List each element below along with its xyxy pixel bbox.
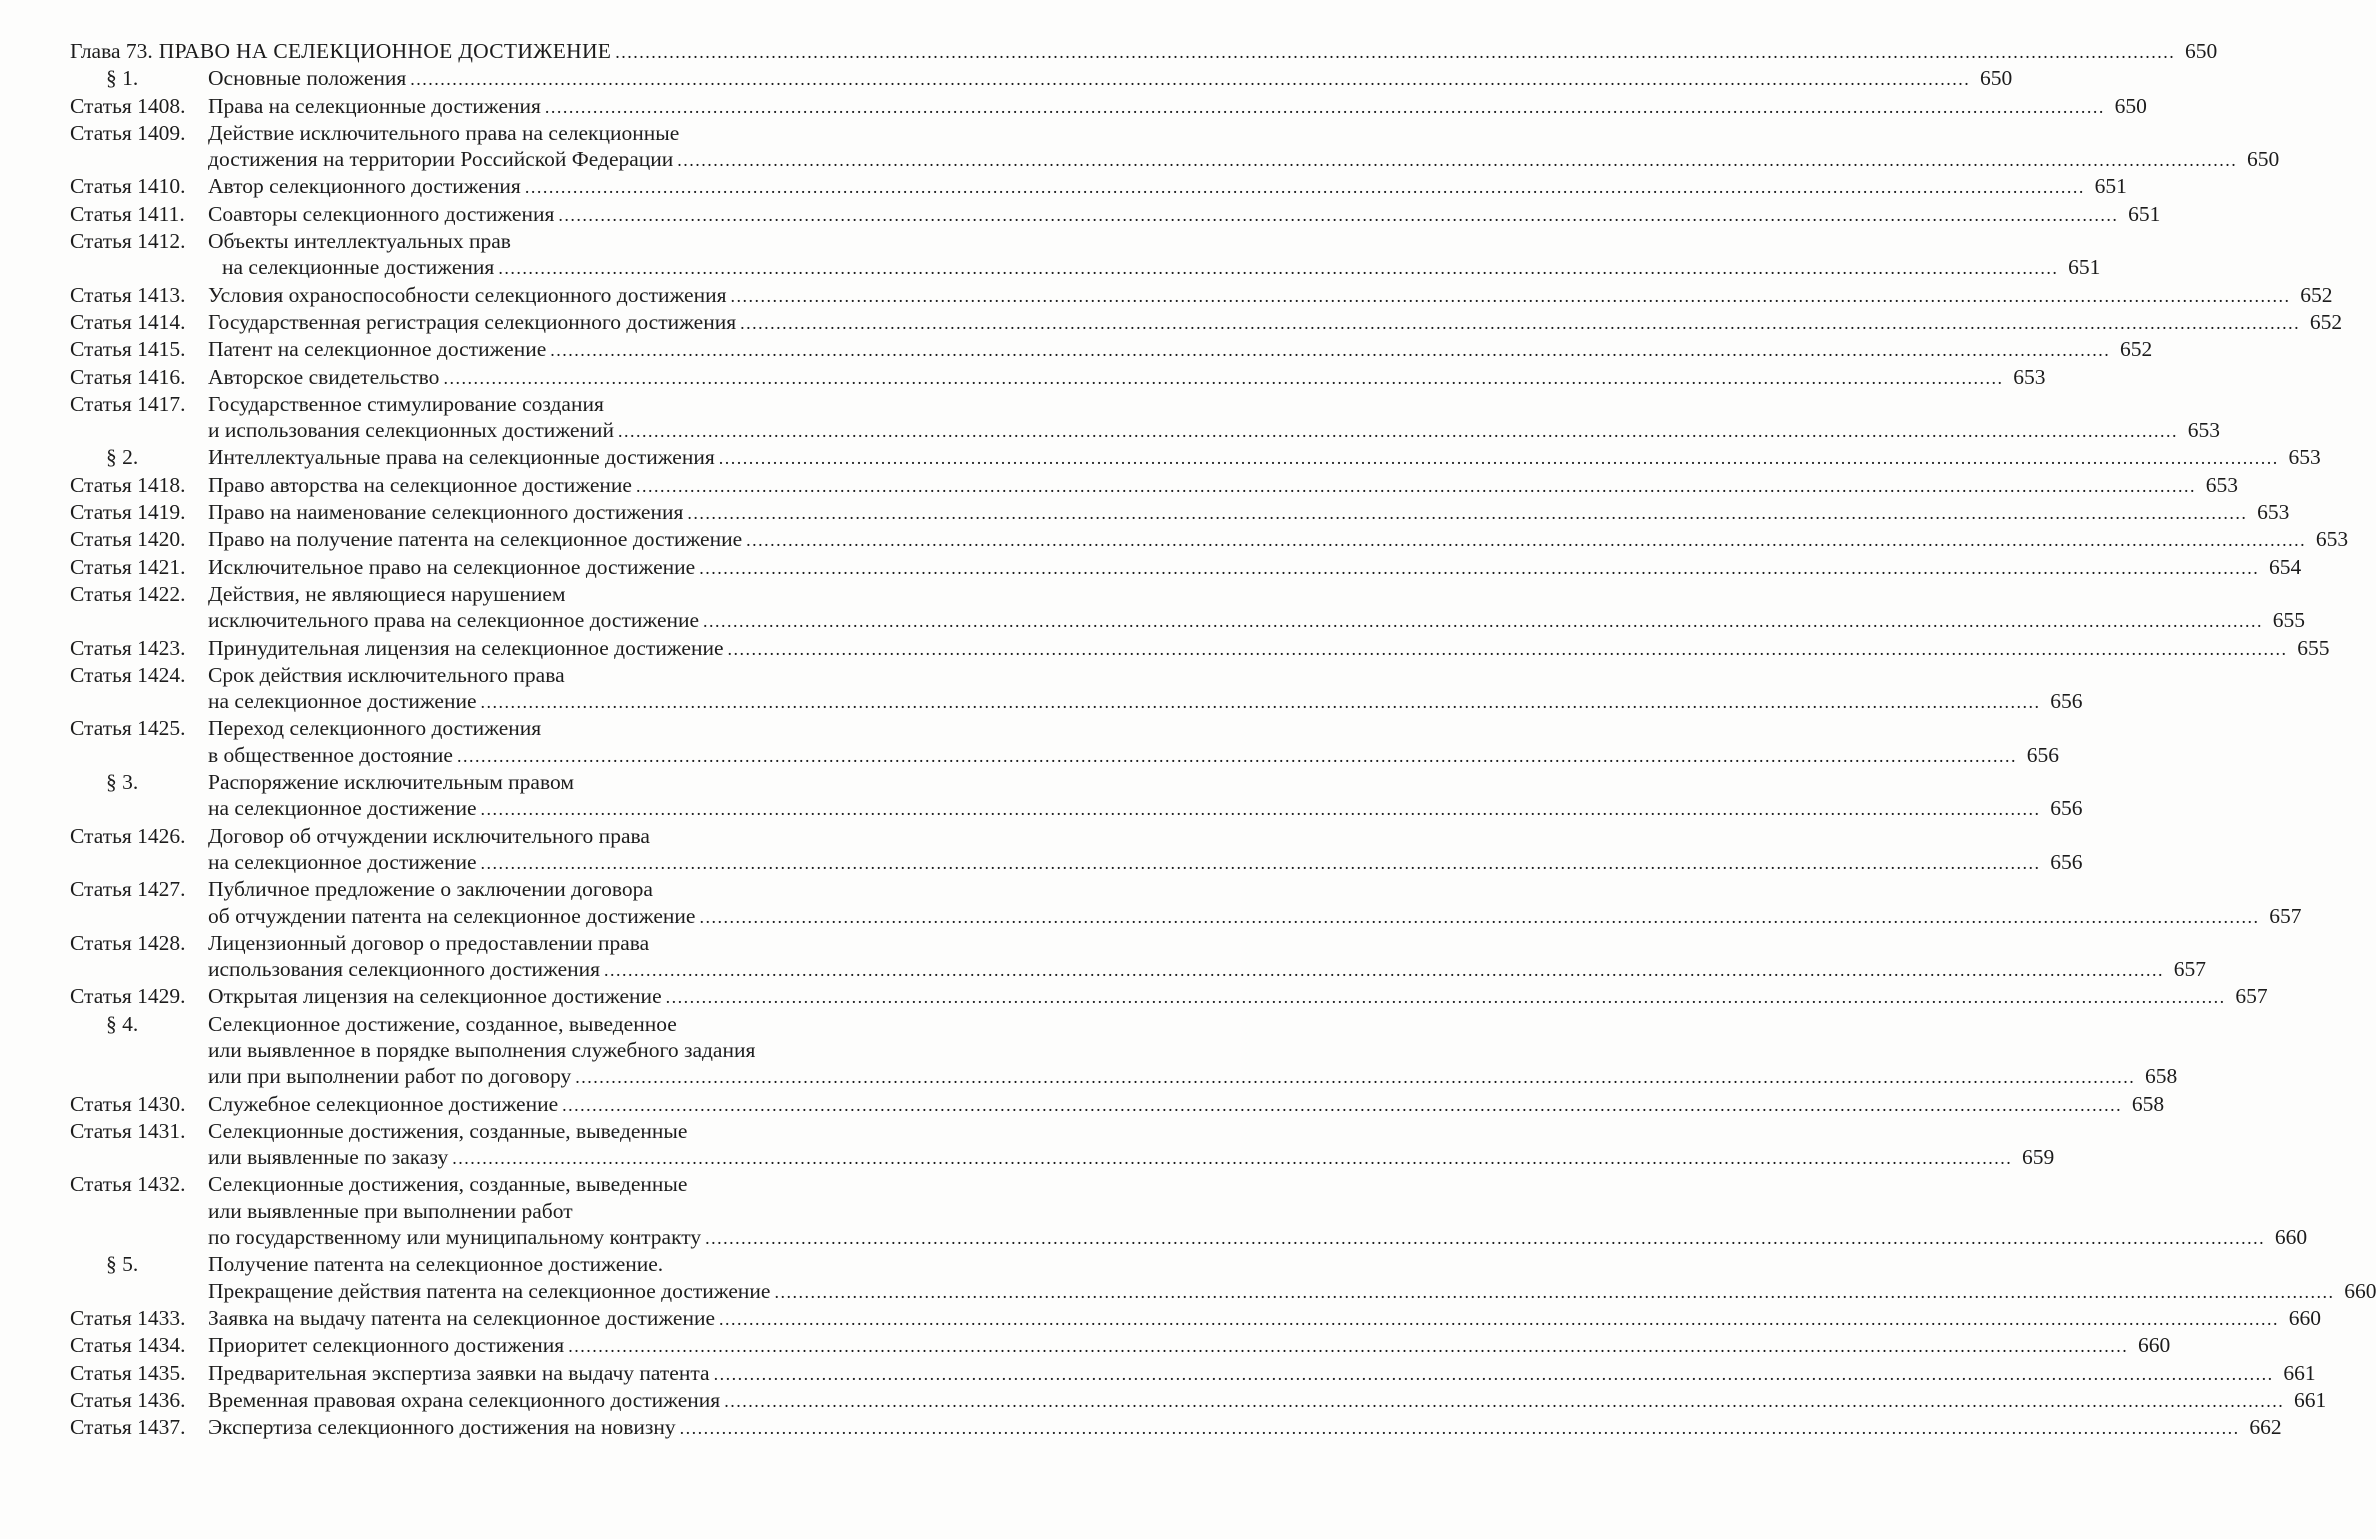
dot-leader: ....................................................................................................................................................................................................................................................................: [617, 421, 2178, 442]
page-number: 660: [2344, 1278, 2376, 1303]
page-number: 653: [2205, 472, 2238, 497]
article-entry: [70, 173, 2127, 200]
entry-title: [208, 1414, 2282, 1441]
dot-leader: ....................................................................................................................................................................................................................................................................: [730, 285, 2291, 306]
page-number: 662: [2249, 1415, 2282, 1440]
entry-title-line: Право на наименование селекционного достижения: [208, 500, 684, 525]
entry-title: [208, 65, 2013, 92]
page-number: 654: [2268, 554, 2302, 579]
entry-title-line: Государственная регистрация селекционного достижения: [208, 309, 737, 334]
entry-number: Статья 1408.: [70, 93, 186, 118]
entry-title-line: Исключительное право на селекционное достижение: [208, 554, 696, 579]
entry-title-line: в общественное достояние: [208, 742, 453, 767]
page-number: 658: [2131, 1091, 2165, 1116]
entry-title-line: на селекционное достижение: [208, 849, 477, 874]
entry-title-line: по государственному или муниципальному контракту: [208, 1225, 702, 1250]
entry-title: [208, 983, 2268, 1010]
article-entry: [70, 823, 2083, 877]
entry-title: [208, 1360, 2316, 1387]
entry-number: Статья 1430.: [70, 1091, 186, 1116]
article-entry: [70, 1171, 2308, 1251]
page-number: 660: [2274, 1225, 2308, 1250]
entry-title-line: Действие исключительного права на селекционные: [208, 120, 680, 145]
page-number: 650: [2114, 93, 2147, 118]
entry-title: [208, 1011, 2178, 1091]
entry-title: [208, 526, 2349, 553]
entry-title-line: Лицензионный договор о предоставлении права: [208, 930, 650, 955]
chapter-entry: [70, 38, 2218, 65]
entry-title: [208, 554, 2302, 581]
entry-title: [208, 228, 2101, 282]
entry-number: Статья 1410.: [70, 174, 186, 199]
entry-title: [208, 391, 2220, 445]
entry-title-line: или выявленные по заказу: [208, 1145, 449, 1170]
dot-leader: ....................................................................................................................................................................................................................................................................: [443, 367, 2004, 388]
entry-title-line: Временная правовая охрана селекционного достижения: [208, 1387, 721, 1412]
entry-title: [208, 876, 2302, 930]
entry-title: [208, 1332, 2171, 1359]
entry-title-line: Принудительная лицензия на селекционное достижение: [208, 635, 724, 660]
dot-leader: ....................................................................................................................................................................................................................................................................: [575, 1067, 2136, 1088]
article-entry: [70, 499, 2290, 526]
article-entry: [70, 1387, 2327, 1414]
page-number: 651: [2128, 201, 2161, 226]
page-number: 650: [2247, 147, 2280, 172]
entry-title-line: Автор селекционного достижения: [208, 174, 521, 199]
entry-title-line: Заявка на выдачу патента на селекционное достижение: [208, 1305, 716, 1330]
article-entry: [70, 930, 2207, 984]
article-entry: [70, 554, 2302, 581]
page-number: 656: [2050, 849, 2083, 874]
entry-number: Статья 1434.: [70, 1333, 186, 1358]
entry-title-line: Права на селекционные достижения: [208, 93, 541, 118]
entry-title-line: Основные положения: [208, 66, 407, 91]
article-entry: [70, 201, 2161, 228]
entry-number: Статья 1427.: [70, 877, 186, 902]
entry-title-line: или выявленные при выполнении работ: [208, 1198, 573, 1223]
dot-leader: ....................................................................................................................................................................................................................................................................: [480, 852, 2041, 873]
entry-number: Статья 1428.: [70, 930, 186, 955]
article-entry: [70, 309, 2343, 336]
entry-number: § 5.: [106, 1252, 139, 1277]
entry-title: [208, 1305, 2322, 1332]
article-entry: [70, 526, 2349, 553]
dot-leader: ....................................................................................................................................................................................................................................................................: [558, 204, 2119, 225]
dot-leader: ....................................................................................................................................................................................................................................................................: [550, 340, 2111, 361]
article-entry: [70, 635, 2330, 662]
article-entry: [70, 282, 2333, 309]
entry-title-line: об отчуждении патента на селекционное достижение: [208, 903, 696, 928]
entry-number: Статья 1423.: [70, 635, 186, 660]
dot-leader: ....................................................................................................................................................................................................................................................................: [746, 530, 2307, 551]
dot-leader: ....................................................................................................................................................................................................................................................................: [635, 475, 2196, 496]
dot-leader: ....................................................................................................................................................................................................................................................................: [562, 1094, 2123, 1115]
entry-number: Статья 1426.: [70, 823, 186, 848]
chapter-title: ПРАВО НА СЕЛЕКЦИОННОЕ ДОСТИЖЕНИЕ: [158, 39, 612, 63]
page-number: 661: [2283, 1360, 2316, 1385]
entry-title: [208, 444, 2321, 471]
page-number: 653: [2288, 445, 2321, 470]
dot-leader: ....................................................................................................................................................................................................................................................................: [452, 1148, 2013, 1169]
dot-leader: ....................................................................................................................................................................................................................................................................: [719, 1308, 2280, 1329]
page-number: 653: [2187, 418, 2220, 443]
entry-number: Статья 1433.: [70, 1305, 186, 1330]
entry-title: [208, 93, 2147, 120]
entry-title-line: Открытая лицензия на селекционное достижение: [208, 984, 662, 1009]
entry-number: Статья 1421.: [70, 554, 186, 579]
page-number: 657: [2235, 984, 2268, 1009]
article-entry: [70, 581, 2306, 635]
dot-leader: ....................................................................................................................................................................................................................................................................: [705, 1228, 2266, 1249]
entry-number: § 2.: [106, 445, 139, 470]
article-entry: [70, 1091, 2165, 1118]
entry-number: Статья 1414.: [70, 309, 186, 334]
page-number: 650: [1980, 66, 2013, 91]
entry-title: [208, 581, 2306, 635]
article-entry: [70, 1360, 2316, 1387]
article-entry: [70, 983, 2268, 1010]
entry-number: Статья 1411.: [70, 201, 185, 226]
entry-title-line: Объекты интеллектуальных прав: [208, 229, 511, 254]
dot-leader: ....................................................................................................................................................................................................................................................................: [480, 692, 2041, 713]
page-number: 653: [2013, 364, 2046, 389]
entry-number: Статья 1431.: [70, 1118, 186, 1143]
entry-title: [208, 282, 2333, 309]
article-entry: [70, 364, 2046, 391]
entry-title: [158, 38, 2218, 65]
article-entry: [70, 715, 2059, 769]
dot-leader: ....................................................................................................................................................................................................................................................................: [604, 960, 2165, 981]
dot-leader: ....................................................................................................................................................................................................................................................................: [568, 1336, 2129, 1357]
entry-title-line: Распоряжение исключительным правом: [208, 770, 574, 795]
page-number: 655: [2272, 608, 2306, 633]
entry-number: Статья 1437.: [70, 1415, 186, 1440]
dot-leader: ....................................................................................................................................................................................................................................................................: [713, 1363, 2274, 1384]
entry-title: [208, 823, 2083, 877]
article-entry: [70, 1118, 2055, 1172]
page-number: 653: [2257, 500, 2290, 525]
entry-title-line: и использования селекционных достижений: [208, 418, 614, 443]
dot-leader: ....................................................................................................................................................................................................................................................................: [774, 1281, 2335, 1302]
entry-number: Статья 1416.: [70, 364, 186, 389]
article-entry: [70, 120, 2280, 174]
entry-title: [208, 1118, 2055, 1172]
entry-title: [208, 120, 2280, 174]
entry-number: Статья 1436.: [70, 1387, 186, 1412]
entry-title: [208, 1091, 2165, 1118]
section-entry: [70, 1251, 2376, 1305]
page-number: 656: [2026, 742, 2059, 767]
article-entry: [70, 876, 2302, 930]
entry-title-line: Действия, не являющиеся нарушением: [208, 581, 566, 606]
entry-title-line: достижения на территории Российской Федерации: [208, 147, 674, 172]
page-number: 660: [2288, 1305, 2322, 1330]
page-number: 660: [2137, 1333, 2171, 1358]
entry-title-line: на селекционное достижение: [208, 689, 477, 714]
entry-number: Статья 1417.: [70, 391, 186, 416]
entry-number: Статья 1425.: [70, 716, 186, 741]
page-number: 652: [2300, 282, 2333, 307]
dot-leader: ....................................................................................................................................................................................................................................................................: [480, 799, 2041, 820]
entry-number: Статья 1420.: [70, 527, 186, 552]
entry-title-line: Патент на селекционное достижение: [208, 337, 547, 362]
entry-title-line: на селекционные достижения: [222, 255, 495, 280]
entry-title: [208, 715, 2059, 769]
article-entry: [70, 391, 2220, 445]
dot-leader: ....................................................................................................................................................................................................................................................................: [740, 312, 2301, 333]
table-of-contents: [70, 38, 2376, 1441]
entry-title: [208, 336, 2153, 363]
page-number: 650: [2184, 39, 2218, 63]
page-number: 655: [2297, 635, 2330, 660]
section-entry: [70, 769, 2083, 823]
entry-title-line: Договор об отчуждении исключительного права: [208, 823, 650, 848]
entry-title-line: Селекционные достижения, созданные, выведенные: [208, 1118, 688, 1143]
dot-leader: ....................................................................................................................................................................................................................................................................: [703, 611, 2264, 632]
article-entry: [70, 93, 2147, 120]
entry-title-line: Селекционные достижения, созданные, выведенные: [208, 1172, 688, 1197]
dot-leader: ....................................................................................................................................................................................................................................................................: [718, 448, 2279, 469]
dot-leader: ....................................................................................................................................................................................................................................................................: [665, 987, 2226, 1008]
entry-title-line: Интеллектуальные права на селекционные достижения: [208, 445, 715, 470]
page-number: 656: [2050, 796, 2083, 821]
page-number: 653: [2315, 527, 2349, 552]
entry-title-line: Прекращение действия патента на селекционное достижение: [208, 1278, 771, 1303]
entry-number: Статья 1424.: [70, 662, 186, 687]
entry-title-line: Право авторства на селекционное достижение: [208, 472, 632, 497]
entry-title: [208, 930, 2207, 984]
entry-title-line: Соавторы селекционного достижения: [208, 201, 555, 226]
page-number: 652: [2309, 309, 2343, 334]
entry-number: § 1.: [106, 66, 139, 91]
dot-leader: ....................................................................................................................................................................................................................................................................: [687, 503, 2248, 524]
section-entry: [70, 444, 2321, 471]
entry-title-line: или при выполнении работ по договору: [208, 1064, 572, 1089]
entry-title: [208, 1171, 2308, 1251]
entry-number: Статья 1435.: [70, 1360, 186, 1385]
entry-number: Статья 1418.: [70, 472, 186, 497]
dot-leader: ....................................................................................................................................................................................................................................................................: [615, 42, 2176, 62]
entry-title-line: Условия охраноспособности селекционного достижения: [208, 282, 727, 307]
dot-leader: ....................................................................................................................................................................................................................................................................: [699, 906, 2260, 927]
dot-leader: ....................................................................................................................................................................................................................................................................: [679, 1418, 2240, 1439]
entry-title-line: Селекционное достижение, созданное, выведенное: [208, 1011, 677, 1036]
entry-title-line: использования селекционного достижения: [208, 957, 601, 982]
entry-number: Статья 1412.: [70, 229, 186, 254]
dot-leader: ....................................................................................................................................................................................................................................................................: [410, 69, 1971, 90]
entry-number: Статья 1432.: [70, 1172, 186, 1197]
dot-leader: ....................................................................................................................................................................................................................................................................: [724, 1390, 2285, 1411]
article-entry: [70, 1414, 2282, 1441]
dot-leader: ....................................................................................................................................................................................................................................................................: [524, 177, 2085, 198]
article-entry: [70, 336, 2153, 363]
entry-number: § 4.: [106, 1011, 139, 1036]
entry-title-line: исключительного права на селекционное достижение: [208, 608, 700, 633]
entry-number: Статья 1429.: [70, 984, 186, 1009]
entry-title: [208, 1251, 2376, 1305]
dot-leader: ....................................................................................................................................................................................................................................................................: [498, 258, 2059, 279]
entry-number: Статья 1415.: [70, 337, 186, 362]
entry-title-line: Публичное предложение о заключении договора: [208, 877, 653, 902]
entry-title: [208, 201, 2161, 228]
entry-title-line: Приоритет селекционного достижения: [208, 1333, 565, 1358]
entry-title: [208, 472, 2238, 499]
entry-title-line: Получение патента на селекционное достижение.: [208, 1252, 664, 1277]
entry-title-line: Служебное селекционное достижение: [208, 1091, 559, 1116]
entry-title-line: Предварительная экспертиза заявки на выдачу патента: [208, 1360, 710, 1385]
entry-number: Статья 1422.: [70, 581, 186, 606]
article-entry: [70, 228, 2101, 282]
article-entry: [70, 1305, 2322, 1332]
dot-leader: ....................................................................................................................................................................................................................................................................: [456, 745, 2017, 766]
entry-title: [208, 309, 2343, 336]
entry-number: § 3.: [106, 770, 139, 795]
page-number: 659: [2022, 1145, 2055, 1170]
entry-title-line: или выявленное в порядке выполнения служебного задания: [208, 1037, 756, 1062]
entry-title: [208, 364, 2046, 391]
entry-title: [208, 173, 2127, 200]
dot-leader: ....................................................................................................................................................................................................................................................................: [544, 96, 2105, 117]
page-number: 658: [2145, 1064, 2178, 1089]
entry-title-line: на селекционное достижение: [208, 796, 477, 821]
page-number: 651: [2094, 174, 2127, 199]
article-entry: [70, 662, 2083, 716]
entry-number: Глава 73.: [70, 39, 153, 63]
entry-title-line: Срок действия исключительного права: [208, 662, 565, 687]
page-number: 651: [2068, 255, 2101, 280]
entry-title-line: Экспертиза селекционного достижения на новизну: [208, 1415, 676, 1440]
entry-title-line: Переход селекционного достижения: [208, 716, 542, 741]
page-number: 657: [2269, 903, 2302, 928]
entry-title-line: Право на получение патента на селекционное достижение: [208, 527, 743, 552]
entry-title: [208, 635, 2330, 662]
dot-leader: ....................................................................................................................................................................................................................................................................: [727, 638, 2288, 659]
section-entry: [70, 65, 2013, 92]
dot-leader: ....................................................................................................................................................................................................................................................................: [677, 150, 2238, 171]
entry-title: [208, 662, 2083, 716]
entry-number: Статья 1409.: [70, 120, 186, 145]
article-entry: [70, 1332, 2171, 1359]
section-entry: [70, 1011, 2178, 1091]
page-number: 661: [2293, 1387, 2327, 1412]
entry-number: Статья 1419.: [70, 500, 186, 525]
page-number: 657: [2173, 957, 2207, 982]
entry-title: [208, 499, 2290, 526]
dot-leader: ....................................................................................................................................................................................................................................................................: [699, 557, 2260, 578]
entry-title: [208, 1387, 2327, 1414]
entry-number: Статья 1413.: [70, 282, 186, 307]
page-number: 656: [2050, 689, 2083, 714]
page-number: 652: [2120, 337, 2153, 362]
entry-title-line: Государственное стимулирование создания: [208, 391, 604, 416]
article-entry: [70, 472, 2238, 499]
entry-title: [208, 769, 2083, 823]
entry-title-line: Авторское свидетельство: [208, 364, 440, 389]
